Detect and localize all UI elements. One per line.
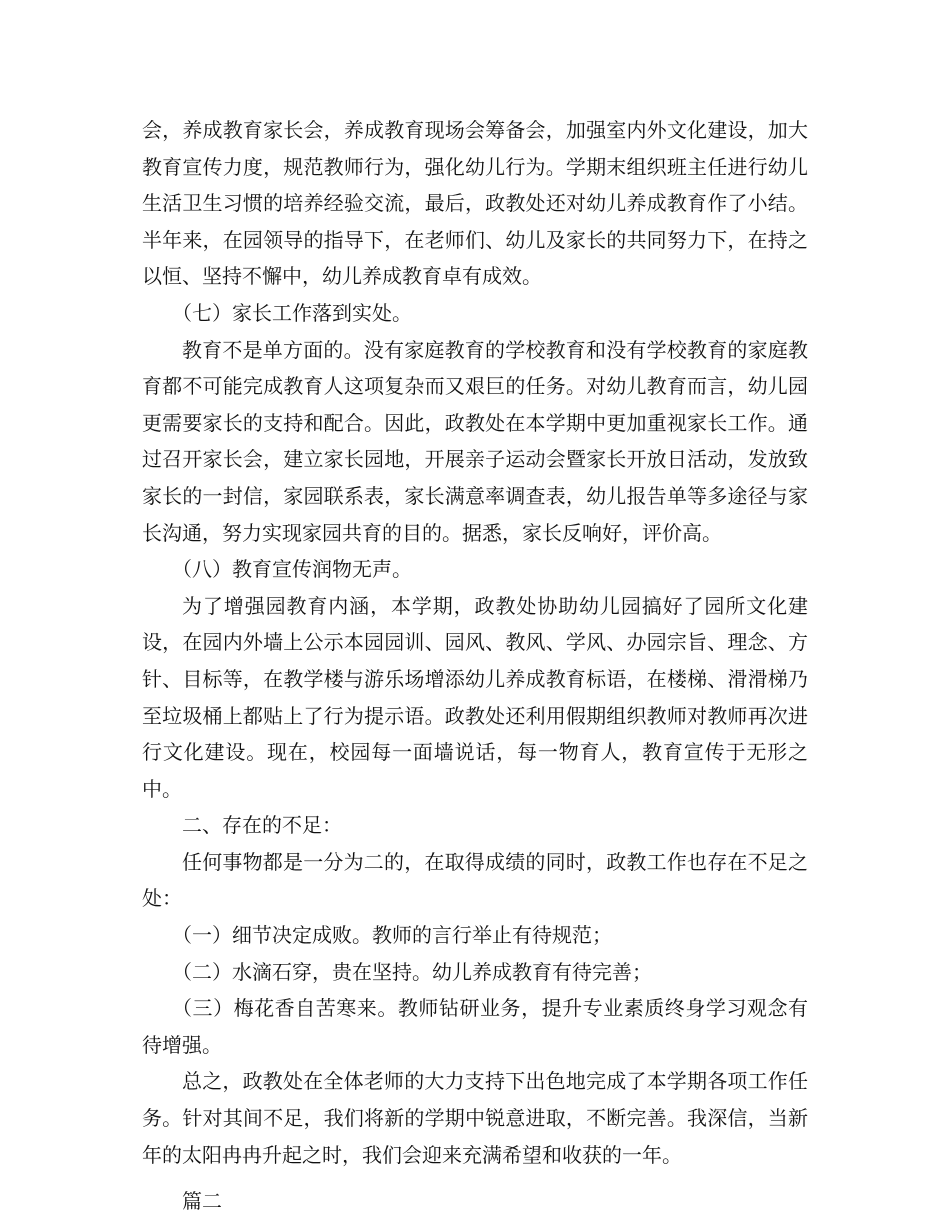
section-heading-seven: （七）家长工作落到实处。 — [172, 300, 412, 325]
section-heading-shortcomings: 二、存在的不足： — [182, 813, 342, 838]
section-heading-eight: （八）教育宣传润物无声。 — [172, 557, 412, 582]
paragraph-culture-building: 为了增强园教育内涵，本学期，政教处协助幼儿园搞好了园所文化建设，在园内外墙上公示本园园训、园风、教风、学风、办园宗旨、理念、方针、目标等，在教学楼与游乐场增添幼儿养成教育标语，在楼梯、滑滑梯乃至垃圾桶上都贴上了行为提示语。政教处还利用假期组织教师对教师再次进行文化建设。现在，校园每一面墙说话，每一物育人，教育宣传于无形之中。 — [142, 593, 808, 801]
list-item-shortcoming-three: （三）梅花香自苦寒来。教师钻研业务，提升专业素质终身学习观念有待增强。 — [142, 996, 808, 1057]
paragraph-conclusion: 总之，政教处在全体老师的大力支持下出色地完成了本学期各项工作任务。针对其间不足，我们将新的学期中锐意进取，不断完善。我深信，当新年的太阳冉冉升起之时，我们会迎来充满希望和收获的一年。 — [142, 1069, 808, 1167]
paragraph-shortcomings-intro: 任何事物都是一分为二的，在取得成绩的同时，政教工作也存在不足之处： — [142, 849, 808, 911]
list-item-shortcoming-two: （二）水滴石穿，贵在坚持。幼儿养成教育有待完善； — [172, 959, 652, 984]
document-body — [142, 112, 808, 1220]
paragraph-continuation: 会，养成教育家长会，养成教育现场会筹备会，加强室内外文化建设，加大教育宣传力度，规范教师行为，强化幼儿行为。学期末组织班主任进行幼儿生活卫生习惯的培养经验交流，最后，政教处还对幼儿养成教育作了小结。半年来，在园领导的指导下，在老师们、幼儿及家长的共同努力下，在持之以恒、坚持不懈中，幼儿养成教育卓有成效。 — [142, 118, 808, 289]
paragraph-parent-work: 教育不是单方面的。没有家庭教育的学校教育和没有学校教育的家庭教育都不可能完成教育人这项复杂而又艰巨的任务。对幼儿教育而言，幼儿园更需要家长的支持和配合。因此，政教处在本学期中更加重视家长工作。通过召开家长会，建立家长园地，开展亲子运动会暨家长开放日活动，发放致家长的一封信，家园联系表，家长满意率调查表，幼儿报告单等多途径与家长沟通，努力实现家园共育的目的。据悉，家长反响好，评价高。 — [142, 337, 808, 545]
section-heading-part-two: 篇二 — [182, 1189, 222, 1214]
list-item-shortcoming-one: （一）细节决定成败。教师的言行举止有待规范； — [172, 923, 612, 948]
